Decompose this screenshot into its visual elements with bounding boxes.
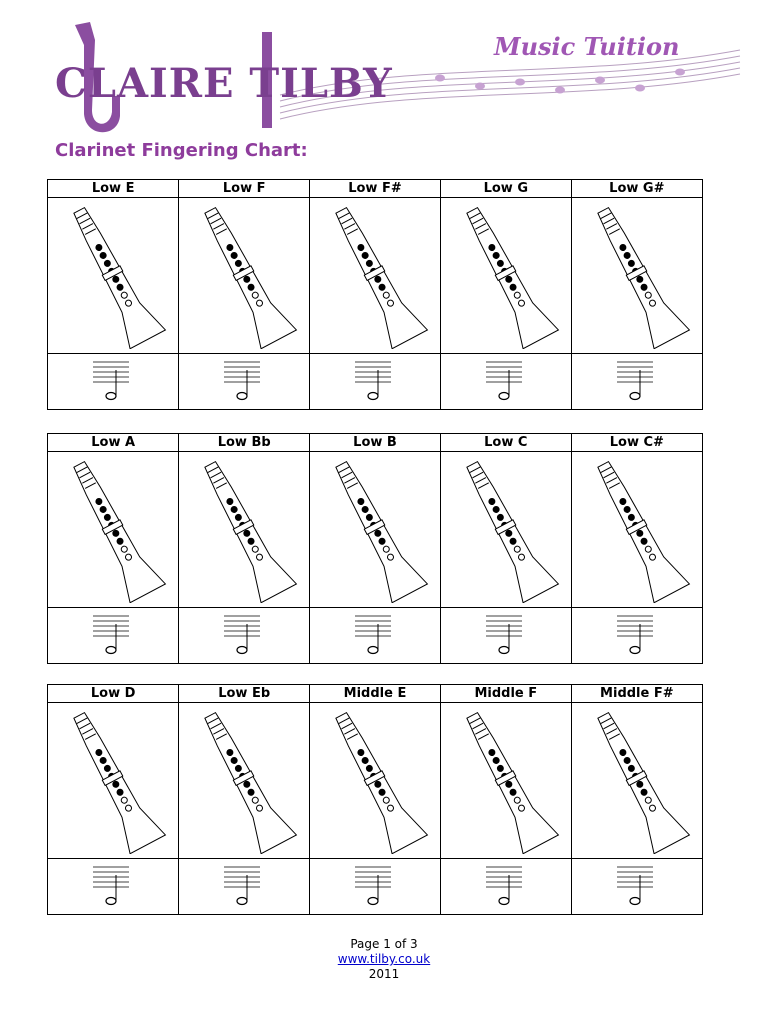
clarinet-icon [315,453,435,603]
clarinet-diagram [179,198,310,354]
logo-text: CLAIRE TILBY [55,60,393,107]
note-label: Low G [440,180,571,198]
note-label: Low E [48,180,179,198]
clarinet-icon [446,704,566,854]
clarinet-diagram [48,703,179,859]
clarinet-diagram [571,198,702,354]
staff-notation [179,608,310,664]
note-label: Middle E [310,685,441,703]
fingering-grid-3 [47,684,703,915]
staff-icon [214,610,274,658]
clarinet-diagram [179,452,310,608]
staff-notation [571,859,702,915]
staff-icon [607,861,667,909]
clarinet-diagram [440,703,571,859]
page-header [0,0,768,140]
staff-icon [83,861,143,909]
clarinet-diagram [310,703,441,859]
note-label: Low F# [310,180,441,198]
clarinet-icon [315,199,435,349]
clarinet-icon [577,704,697,854]
staff-notation [440,354,571,410]
clarinet-icon [577,453,697,603]
year: 2011 [368,967,400,981]
note-label: Middle F# [571,685,702,703]
clarinet-icon [184,453,304,603]
staff-icon [607,610,667,658]
website-link[interactable]: www.tilby.co.uk [337,952,431,966]
staff-notation [179,354,310,410]
staff-notation [440,859,571,915]
note-label: Low F [179,180,310,198]
clarinet-icon [184,199,304,349]
note-label: Low B [310,434,441,452]
clarinet-icon [184,704,304,854]
staff-notation [571,608,702,664]
staff-icon [476,861,536,909]
clarinet-diagram [440,452,571,608]
clarinet-diagram [179,703,310,859]
staff-icon [345,861,405,909]
clarinet-icon [315,704,435,854]
note-label: Low G# [571,180,702,198]
staff-icon [345,356,405,404]
clarinet-diagram [48,452,179,608]
staff-notation [310,608,441,664]
clarinet-icon [446,453,566,603]
clarinet-icon [577,199,697,349]
page-footer [0,937,768,982]
staff-notation [571,354,702,410]
staff-icon [214,356,274,404]
clarinet-icon [53,704,173,854]
note-label: Low D [48,685,179,703]
staff-icon [476,610,536,658]
staff-notation [179,859,310,915]
staff-icon [214,861,274,909]
fingering-grid-1 [47,179,703,410]
staff-icon [607,356,667,404]
staff-icon [476,356,536,404]
staff-notation [48,859,179,915]
clarinet-icon [446,199,566,349]
staff-notation [48,354,179,410]
note-label: Low C [440,434,571,452]
clarinet-diagram [310,452,441,608]
tagline: Music Tuition [494,32,680,61]
clarinet-diagram [48,198,179,354]
staff-notation [440,608,571,664]
staff-notation [310,354,441,410]
note-label: Low A [48,434,179,452]
staff-notation [48,608,179,664]
fingering-grid-2 [47,433,703,664]
note-label: Low Eb [179,685,310,703]
page-number: Page 1 of 3 [350,937,418,951]
page-title: Clarinet Fingering Chart: [55,140,308,161]
clarinet-icon [53,199,173,349]
clarinet-diagram [440,198,571,354]
staff-icon [345,610,405,658]
staff-icon [83,610,143,658]
note-label: Low Bb [179,434,310,452]
clarinet-diagram [571,452,702,608]
staff-icon [83,356,143,404]
note-label: Low C# [571,434,702,452]
clarinet-diagram [310,198,441,354]
staff-notation [310,859,441,915]
clarinet-icon [53,453,173,603]
clarinet-diagram [571,703,702,859]
note-label: Middle F [440,685,571,703]
